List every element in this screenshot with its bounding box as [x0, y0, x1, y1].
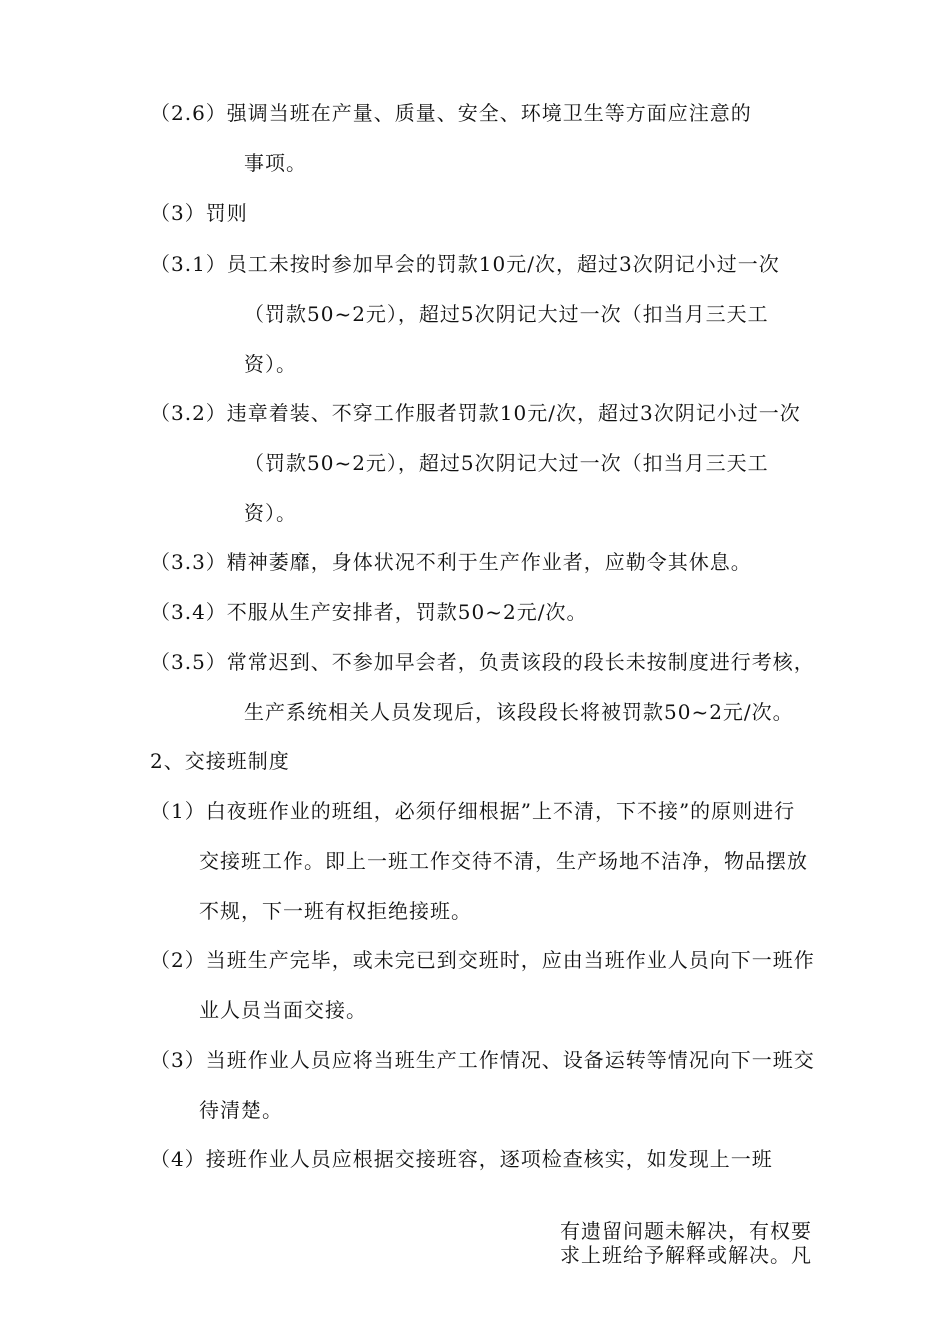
continuation-line: 求上班给予解释或解决。凡	[560, 1243, 812, 1267]
clause-3-2-end: 资）。	[244, 501, 297, 525]
clause-3-3: （3.3）精神萎靡，身体状况不利于生产作业者，应勒令其休息。	[150, 550, 752, 574]
handover-item-2: （2）当班生产完毕，或未完已到交班时，应由当班作业人员向下一班作	[150, 948, 815, 972]
continuation-text-block	[560, 1219, 822, 1267]
clause-3-5: （3.5）常常迟到、不参加早会者，负责该段的段长未按制度进行考核，	[150, 650, 815, 674]
clause-2-6: （2.6）强调当班在产量、质量、安全、环境卫生等方面应注意的	[150, 101, 752, 125]
section-shift-handover-heading: 2、交接班制度	[150, 749, 290, 773]
clause-2-6-continued: 事项。	[244, 151, 307, 175]
handover-item-3: （3）当班作业人员应将当班生产工作情况、设备运转等情况向下一班交	[150, 1048, 815, 1072]
handover-item-4: （4）接班作业人员应根据交接班容，逐项检查核实，如发现上一班	[150, 1147, 773, 1171]
clause-3-1: （3.1）员工未按时参加早会的罚款10元/次，超过3次阴记小过一次	[150, 252, 780, 276]
clause-3-1-end: 资）。	[244, 352, 297, 376]
handover-item-2-continued: 业人员当面交接。	[199, 998, 367, 1022]
handover-item-1-continued: 交接班工作。即上一班工作交待不清，生产场地不洁净，物品摆放	[199, 849, 808, 873]
continuation-line: 有遗留问题未解决，有权要	[560, 1219, 812, 1243]
clause-3-2: （3.2）违章着装、不穿工作服者罚款10元/次，超过3次阴记小过一次	[150, 401, 801, 425]
section-penalties-heading: （3）罚则	[150, 201, 248, 225]
clause-3-1-continued: （罚款50~2元），超过5次阴记大过一次（扣当月三天工	[244, 302, 769, 326]
clause-3-5-continued: 生产系统相关人员发现后，该段段长将被罚款50~2元/次。	[244, 700, 794, 724]
handover-item-1: （1）白夜班作业的班组，必须仔细根据”上不清，下不接”的原则进行	[150, 799, 796, 823]
handover-item-3-continued: 待清楚。	[199, 1098, 283, 1122]
handover-item-1-end: 不规，下一班有权拒绝接班。	[199, 899, 472, 923]
clause-3-4: （3.4）不服从生产安排者，罚款50~2元/次。	[150, 600, 588, 624]
clause-3-2-continued: （罚款50~2元），超过5次阴记大过一次（扣当月三天工	[244, 451, 769, 475]
